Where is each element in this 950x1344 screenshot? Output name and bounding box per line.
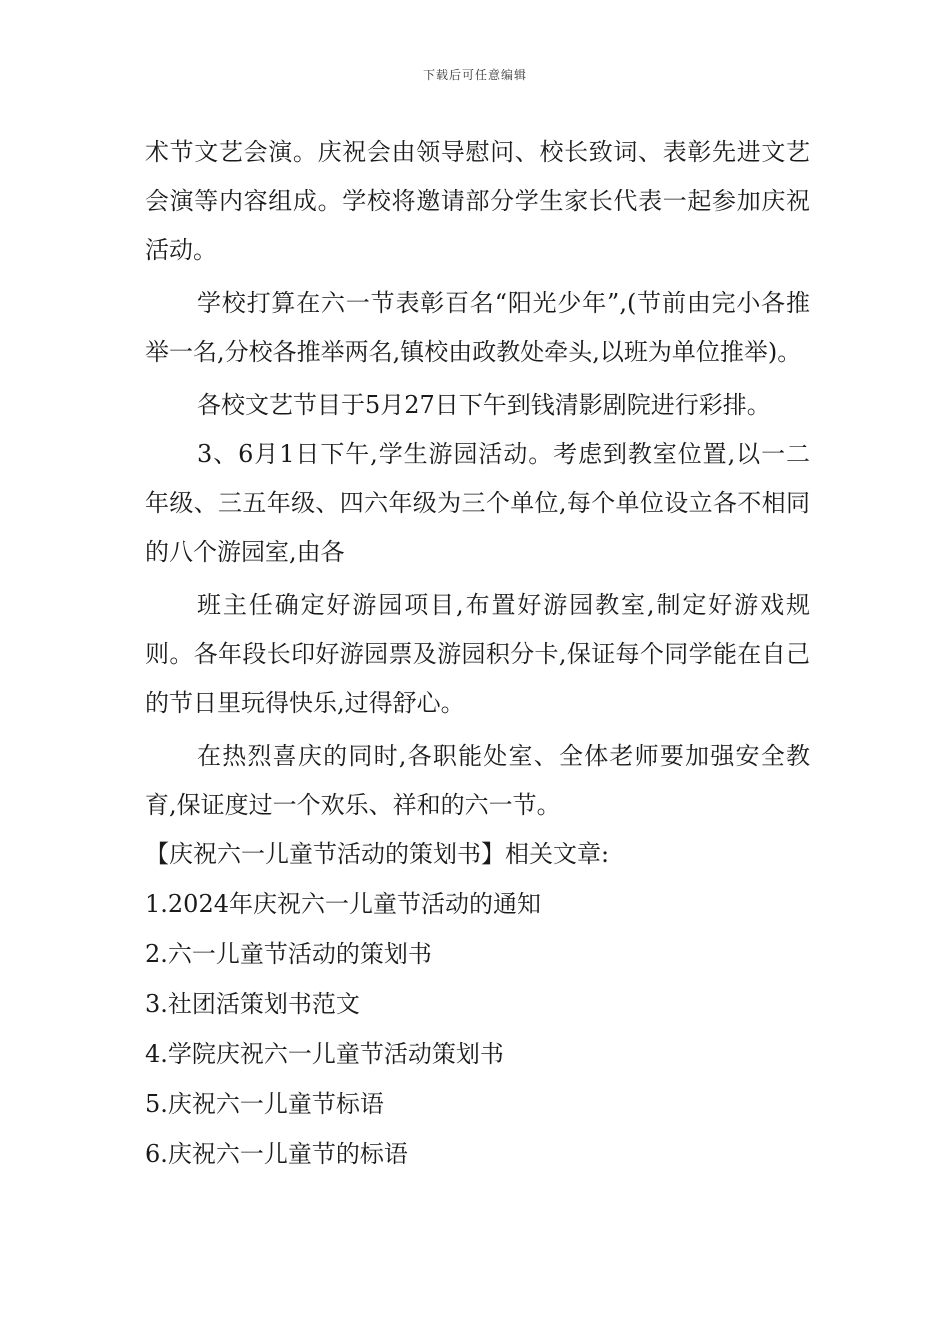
document-body (145, 128, 810, 1179)
related-article-link[interactable]: 4.学院庆祝六一儿童节活动策划书 (145, 1040, 504, 1068)
related-article-link[interactable]: 6.庆祝六一儿童节的标语 (145, 1140, 408, 1168)
paragraph-5: 班主任确定好游园项目,布置好游园教室,制定好游戏规则。各年段长印好游园票及游园积分卡,保证每个同学能在自己的节日里玩得快乐,过得舒心。 (145, 591, 810, 717)
paragraph-1: 术节文艺会演。庆祝会由领导慰问、校长致词、表彰先进文艺会演等内容组成。学校将邀请部分学生家长代表一起参加庆祝活动。 (145, 138, 810, 264)
related-articles-list (145, 879, 810, 1179)
related-articles (145, 830, 810, 1179)
paragraph-2: 学校打算在六一节表彰百名“阳光少年”,(节前由完小各推举一名,分校各推举两名,镇校由政教处牵头,以班为单位推举)。 (145, 289, 810, 366)
paragraph-4: 3、6月1日下午,学生游园活动。考虑到教室位置,以一二年级、三五年级、四六年级为三个单位,每个单位设立各不相同的八个游园室,由各 (145, 440, 810, 566)
related-article-link[interactable]: 1.2024年庆祝六一儿童节活动的通知 (145, 890, 541, 918)
related-article-link[interactable]: 3.社团活策划书范文 (145, 990, 360, 1018)
related-articles-title: 【庆祝六一儿童节活动的策划书】相关文章: (145, 840, 610, 868)
page-header: 下载后可任意编辑 (422, 68, 527, 82)
related-article-link[interactable]: 5.庆祝六一儿童节标语 (145, 1090, 384, 1118)
related-article-link[interactable]: 2.六一儿童节活动的策划书 (145, 940, 432, 968)
paragraph-3: 各校文艺节目于5月27日下午到钱清影剧院进行彩排。 (197, 391, 771, 419)
paragraph-6: 在热烈喜庆的同时,各职能处室、全体老师要加强安全教育,保证度过一个欢乐、祥和的六一节。 (145, 742, 810, 819)
